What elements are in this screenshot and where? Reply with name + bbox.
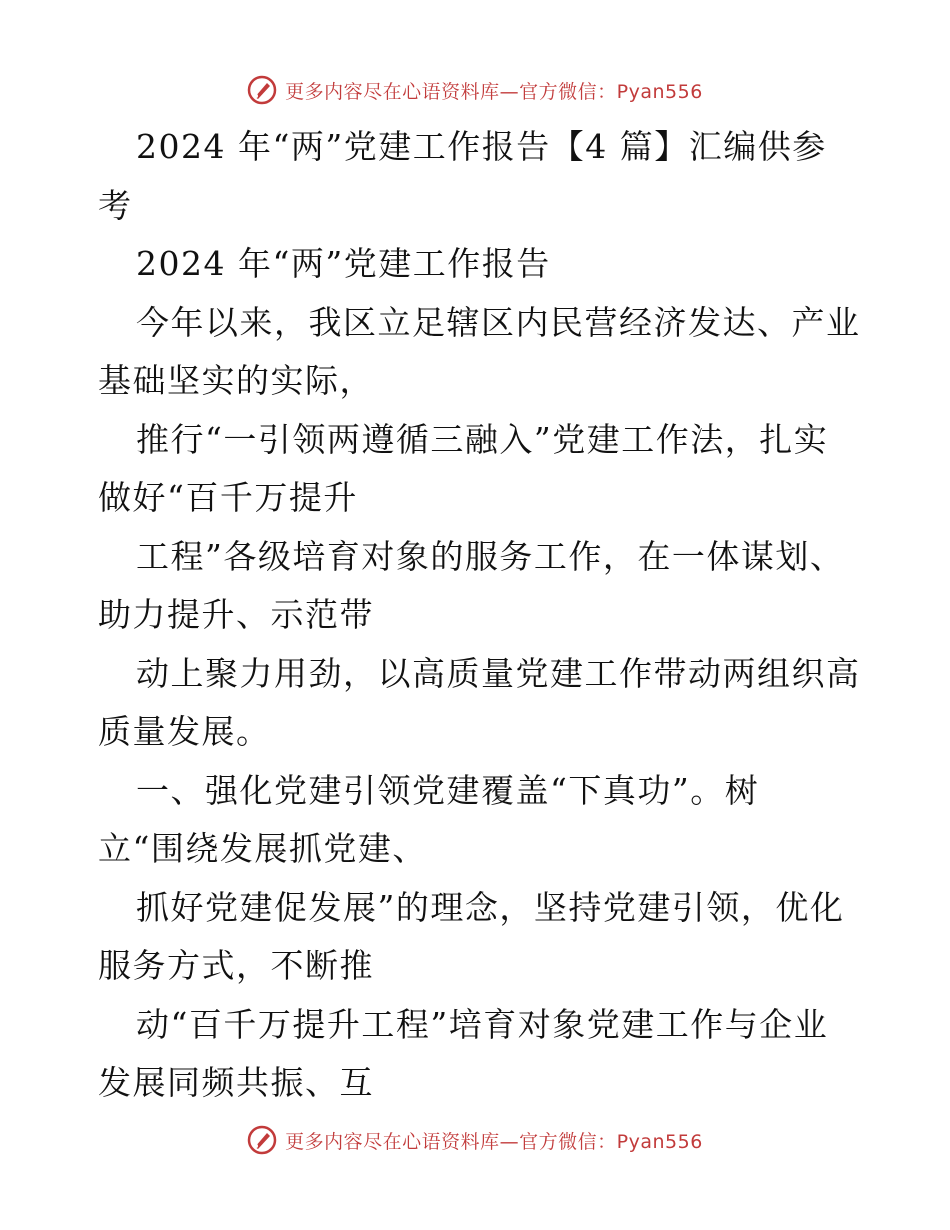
doc-title-line-2: 考	[98, 185, 133, 225]
paragraph-line: 质量发展。	[98, 712, 271, 751]
paragraph-line: 发展同频共振、互	[98, 1063, 374, 1102]
paragraph-line: 推行“一引领两遵循三融入”党建工作法，扎实	[136, 419, 829, 459]
header-watermark-text: 更多内容尽在心语资料库—官方微信：Pyan556	[285, 80, 703, 103]
pen-logo-icon	[247, 1125, 277, 1155]
paragraph-line: 助力提升、示范带	[98, 595, 374, 634]
paragraph-line: 基础坚实的实际，	[98, 361, 374, 400]
paragraph-line: 动“百千万提升工程”培育对象党建工作与企业	[136, 1004, 829, 1044]
document-body	[98, 118, 861, 1113]
header-watermark	[0, 70, 950, 110]
doc-title-line-1: 2024 年“两”党建工作报告【4 篇】汇编供参	[136, 127, 827, 166]
paragraph-line: 今年以来，我区立足辖区内民营经济发达、产业	[136, 302, 861, 342]
paragraph-line: 做好“百千万提升	[98, 478, 358, 517]
paragraph-line: 立“围绕发展抓党建、	[98, 829, 427, 868]
paragraph-line: 一、强化党建引领党建覆盖“下真功”。树	[136, 770, 760, 810]
footer-watermark-text: 更多内容尽在心语资料库—官方微信：Pyan556	[285, 1130, 703, 1153]
paragraph-line: 工程”各级培育对象的服务工作，在一体谋划、	[136, 536, 845, 576]
paragraph-line: 抓好党建促发展”的理念，坚持党建引领，优化	[136, 887, 845, 927]
section-title: 2024 年“两”党建工作报告	[136, 244, 551, 283]
paragraph-line: 动上聚力用劲，以高质量党建工作带动两组织高	[136, 653, 861, 693]
paragraph-line: 服务方式，不断推	[98, 946, 374, 985]
pen-logo-icon	[247, 75, 277, 105]
footer-watermark	[0, 1120, 950, 1160]
